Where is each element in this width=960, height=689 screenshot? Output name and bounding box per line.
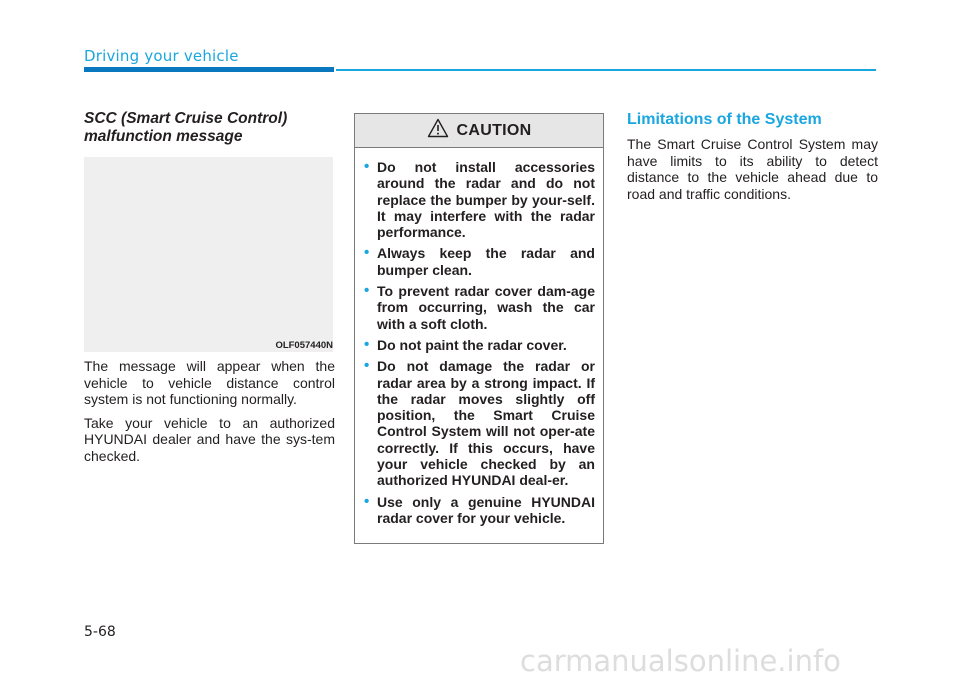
bullet-icon: • [364,357,370,375]
caution-item-text: To prevent radar cover dam-age from occurring, wash the car with a soft cloth. [377,283,595,332]
caution-item-text: Do not paint the radar cover. [377,336,567,353]
header-title: Driving your vehicle [84,47,239,65]
bullet-icon: • [364,492,370,510]
caution-item-text: Use only a genuine HYUNDAI radar cover for your vehicle. [377,493,595,526]
caution-box [354,113,604,544]
section-title-line-2: malfunction message [84,128,243,145]
limitations-body: The Smart Cruise Control System may have limits to its ability to detect distance to the vehicle ahead due to road and traffic conditions. [627,136,878,202]
caution-header [355,114,603,148]
bullet-icon: • [364,158,370,175]
warning-triangle-icon [427,118,449,143]
bullet-icon: • [364,282,370,300]
caution-item [364,283,595,332]
watermark: carmanualsonline.info [520,644,841,678]
caution-item [364,337,595,353]
caution-title: CAUTION [456,121,532,139]
caution-list [355,148,603,526]
caution-item [364,245,595,278]
caution-item [364,159,595,240]
header-rule-thick [84,67,334,72]
caution-item-text: Do not damage the radar or radar area by a strong impact. If the radar moves slightly off position, the Smart Cruise Control System will not oper-ate correctly. If this occurs, have your vehicle checked by an authorized HYUNDAI deal-er. [377,358,595,489]
figure-code: OLF057440N [275,340,333,351]
paragraph-message: The message will appear when the vehicle to vehicle distance control system is not functioning normally. [84,358,335,407]
paragraph-dealer: Take your vehicle to an authorized HYUNDAI dealer and have the sys-tem checked. [84,414,335,464]
caution-item [364,358,595,488]
section-title-line-1: SCC (Smart Cruise Control) [84,110,288,127]
header-rule-thin [336,69,876,71]
caution-item [364,494,595,527]
section-title [84,110,344,146]
caution-item-text: Do not install accessories around the radar and do not replace the bumper by your-self. It may interfere with the radar performance. [377,159,595,241]
caution-item-text: Always keep the radar and bumper clean. [377,245,595,278]
bullet-icon: • [364,244,370,262]
limitations-title: Limitations of the System [627,111,822,128]
page-number: 5-68 [84,624,116,640]
left-body-text [84,358,335,471]
bullet-icon: • [364,335,370,353]
figure-placeholder [84,157,333,352]
